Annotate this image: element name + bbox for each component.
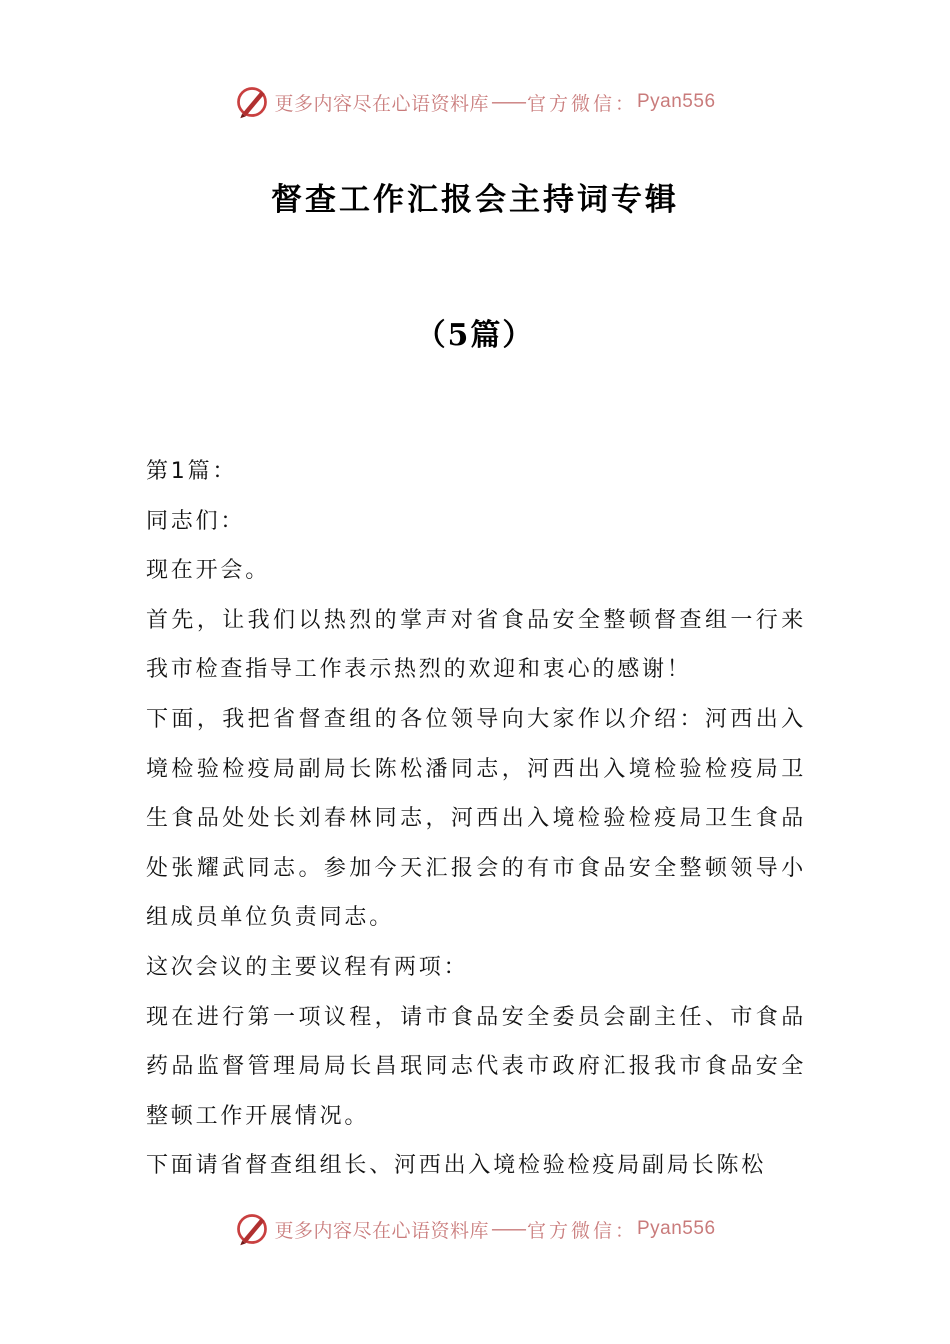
paragraph: 现在进行第一项议程，请市食品安全委员会副主任、市食品药品监督管理局局长昌珉同志代表市政府汇报我市食品安全整顿工作开展情况。: [146, 1004, 806, 1129]
watermark-wechat-label: 官方微信：: [526, 92, 637, 115]
footer-watermark: [0, 1209, 950, 1249]
paragraph: 同志们：: [146, 508, 246, 534]
watermark-separator: ——: [490, 1218, 525, 1240]
paragraph: 首先，让我们以热烈的掌声对省食品安全整顿督查组一行来我市检查指导工作表示热烈的欢迎和衷心的感谢！: [146, 607, 806, 683]
pen-logo-icon: [234, 1211, 270, 1247]
paragraph: 这次会议的主要议程有两项：: [146, 954, 469, 980]
document-subtitle: （5篇）: [415, 318, 535, 353]
paragraph: 下面请省督查组组长、河西出入境检验检疫局副局长陈松: [146, 1153, 767, 1179]
paragraph: 第1篇：: [146, 459, 238, 484]
watermark-wechat-label: 官方微信：: [526, 1219, 637, 1242]
header-watermark: [0, 82, 950, 122]
watermark-text: 更多内容尽在心语资料库: [274, 92, 489, 115]
paragraph: 下面，我把省督查组的各位领导向大家作以介绍：河西出入境检验检疫局副局长陈松潘同志，河西出入境检验检疫局卫生食品处处长刘春林同志，河西出入境检验检疫局卫生食品处张耀武同志。参加今天汇报会的有市食品安全整顿领导小组成员单位负责同志。: [146, 706, 806, 931]
watermark-separator: ——: [490, 91, 525, 113]
watermark-wechat-id: Pyan556: [637, 91, 716, 112]
watermark-text: 更多内容尽在心语资料库: [274, 1219, 489, 1242]
watermark-wechat-id: Pyan556: [637, 1218, 716, 1239]
paragraph: 现在开会。: [146, 558, 271, 584]
pen-logo-icon: [234, 84, 270, 120]
document-title: 督查工作汇报会主持词专辑: [271, 182, 679, 218]
document-body: [146, 447, 806, 1191]
